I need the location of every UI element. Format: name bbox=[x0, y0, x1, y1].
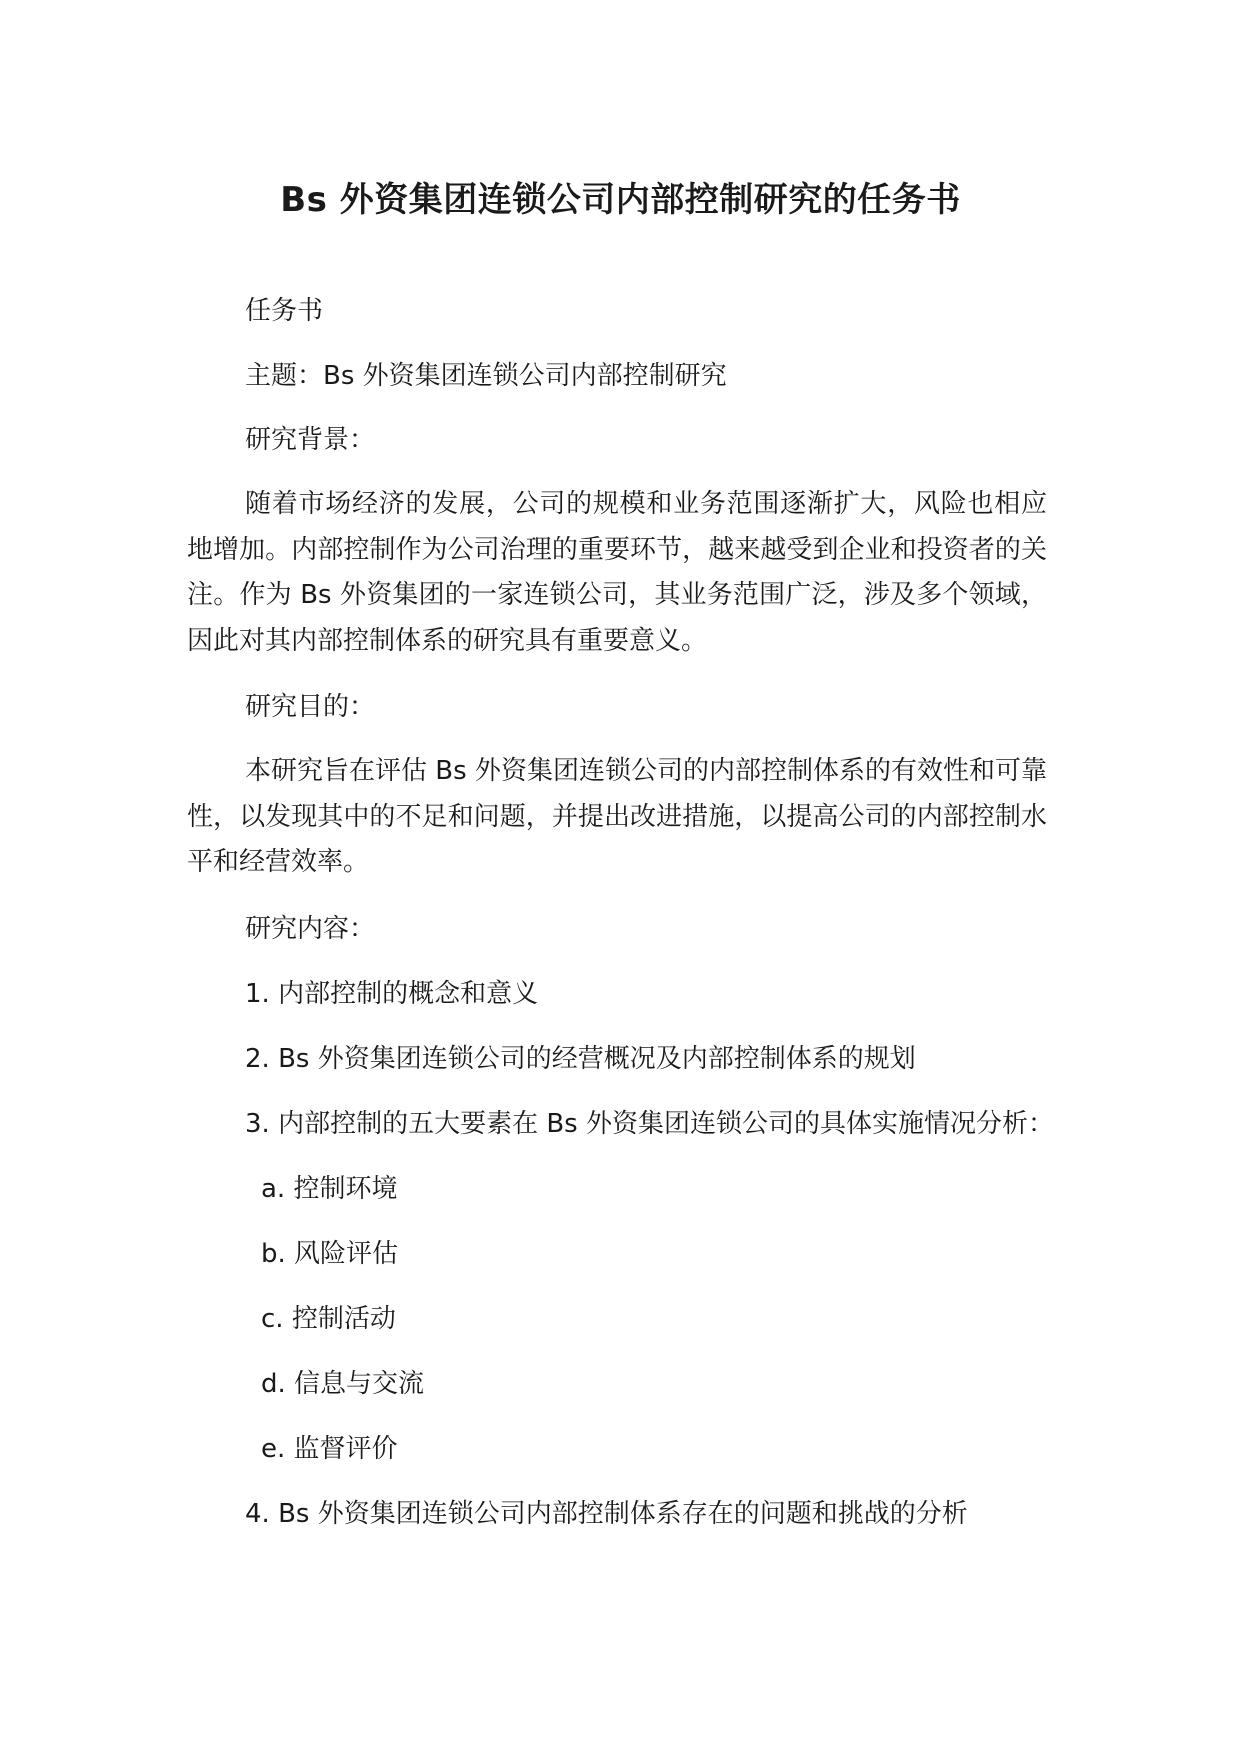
task-label: 任务书 bbox=[245, 296, 324, 326]
list-item: 3. 内部控制的五大要素在 Bs 外资集团连锁公司的具体实施情况分析： bbox=[245, 1109, 1054, 1139]
background-paragraph: 随着市场经济的发展，公司的规模和业务范围逐渐扩大，风险也相应地增加。内部控制作为公司治理的重要环节，越来越受到企业和投资者的关注。作为 Bs 外资集团的一家连锁公司，其业务范围广泛，涉及多个领域，因此对其内部控制体系的研究具有重要意义。 bbox=[187, 489, 1047, 656]
sub-list-item: a. 控制环境 bbox=[261, 1174, 398, 1204]
purpose-heading: 研究目的： bbox=[245, 692, 376, 722]
sub-list-item: e. 监督评价 bbox=[261, 1434, 398, 1464]
document-title: Bs 外资集团连锁公司内部控制研究的任务书 bbox=[280, 180, 961, 220]
content-heading: 研究内容： bbox=[245, 914, 376, 944]
purpose-paragraph: 本研究旨在评估 Bs 外资集团连锁公司的内部控制体系的有效性和可靠性，以发现其中的不足和问题，并提出改进措施，以提高公司的内部控制水平和经营效率。 bbox=[187, 756, 1047, 877]
sub-list-item: b. 风险评估 bbox=[261, 1239, 399, 1269]
background-heading: 研究背景： bbox=[245, 425, 376, 455]
sub-list-item: c. 控制活动 bbox=[261, 1304, 396, 1334]
subject-line: 主题：Bs 外资集团连锁公司内部控制研究 bbox=[245, 361, 727, 391]
sub-list-item: d. 信息与交流 bbox=[261, 1369, 425, 1399]
list-item: 4. Bs 外资集团连锁公司内部控制体系存在的问题和挑战的分析 bbox=[245, 1499, 968, 1529]
list-item: 1. 内部控制的概念和意义 bbox=[245, 979, 539, 1009]
list-item: 2. Bs 外资集团连锁公司的经营概况及内部控制体系的规划 bbox=[245, 1044, 916, 1074]
